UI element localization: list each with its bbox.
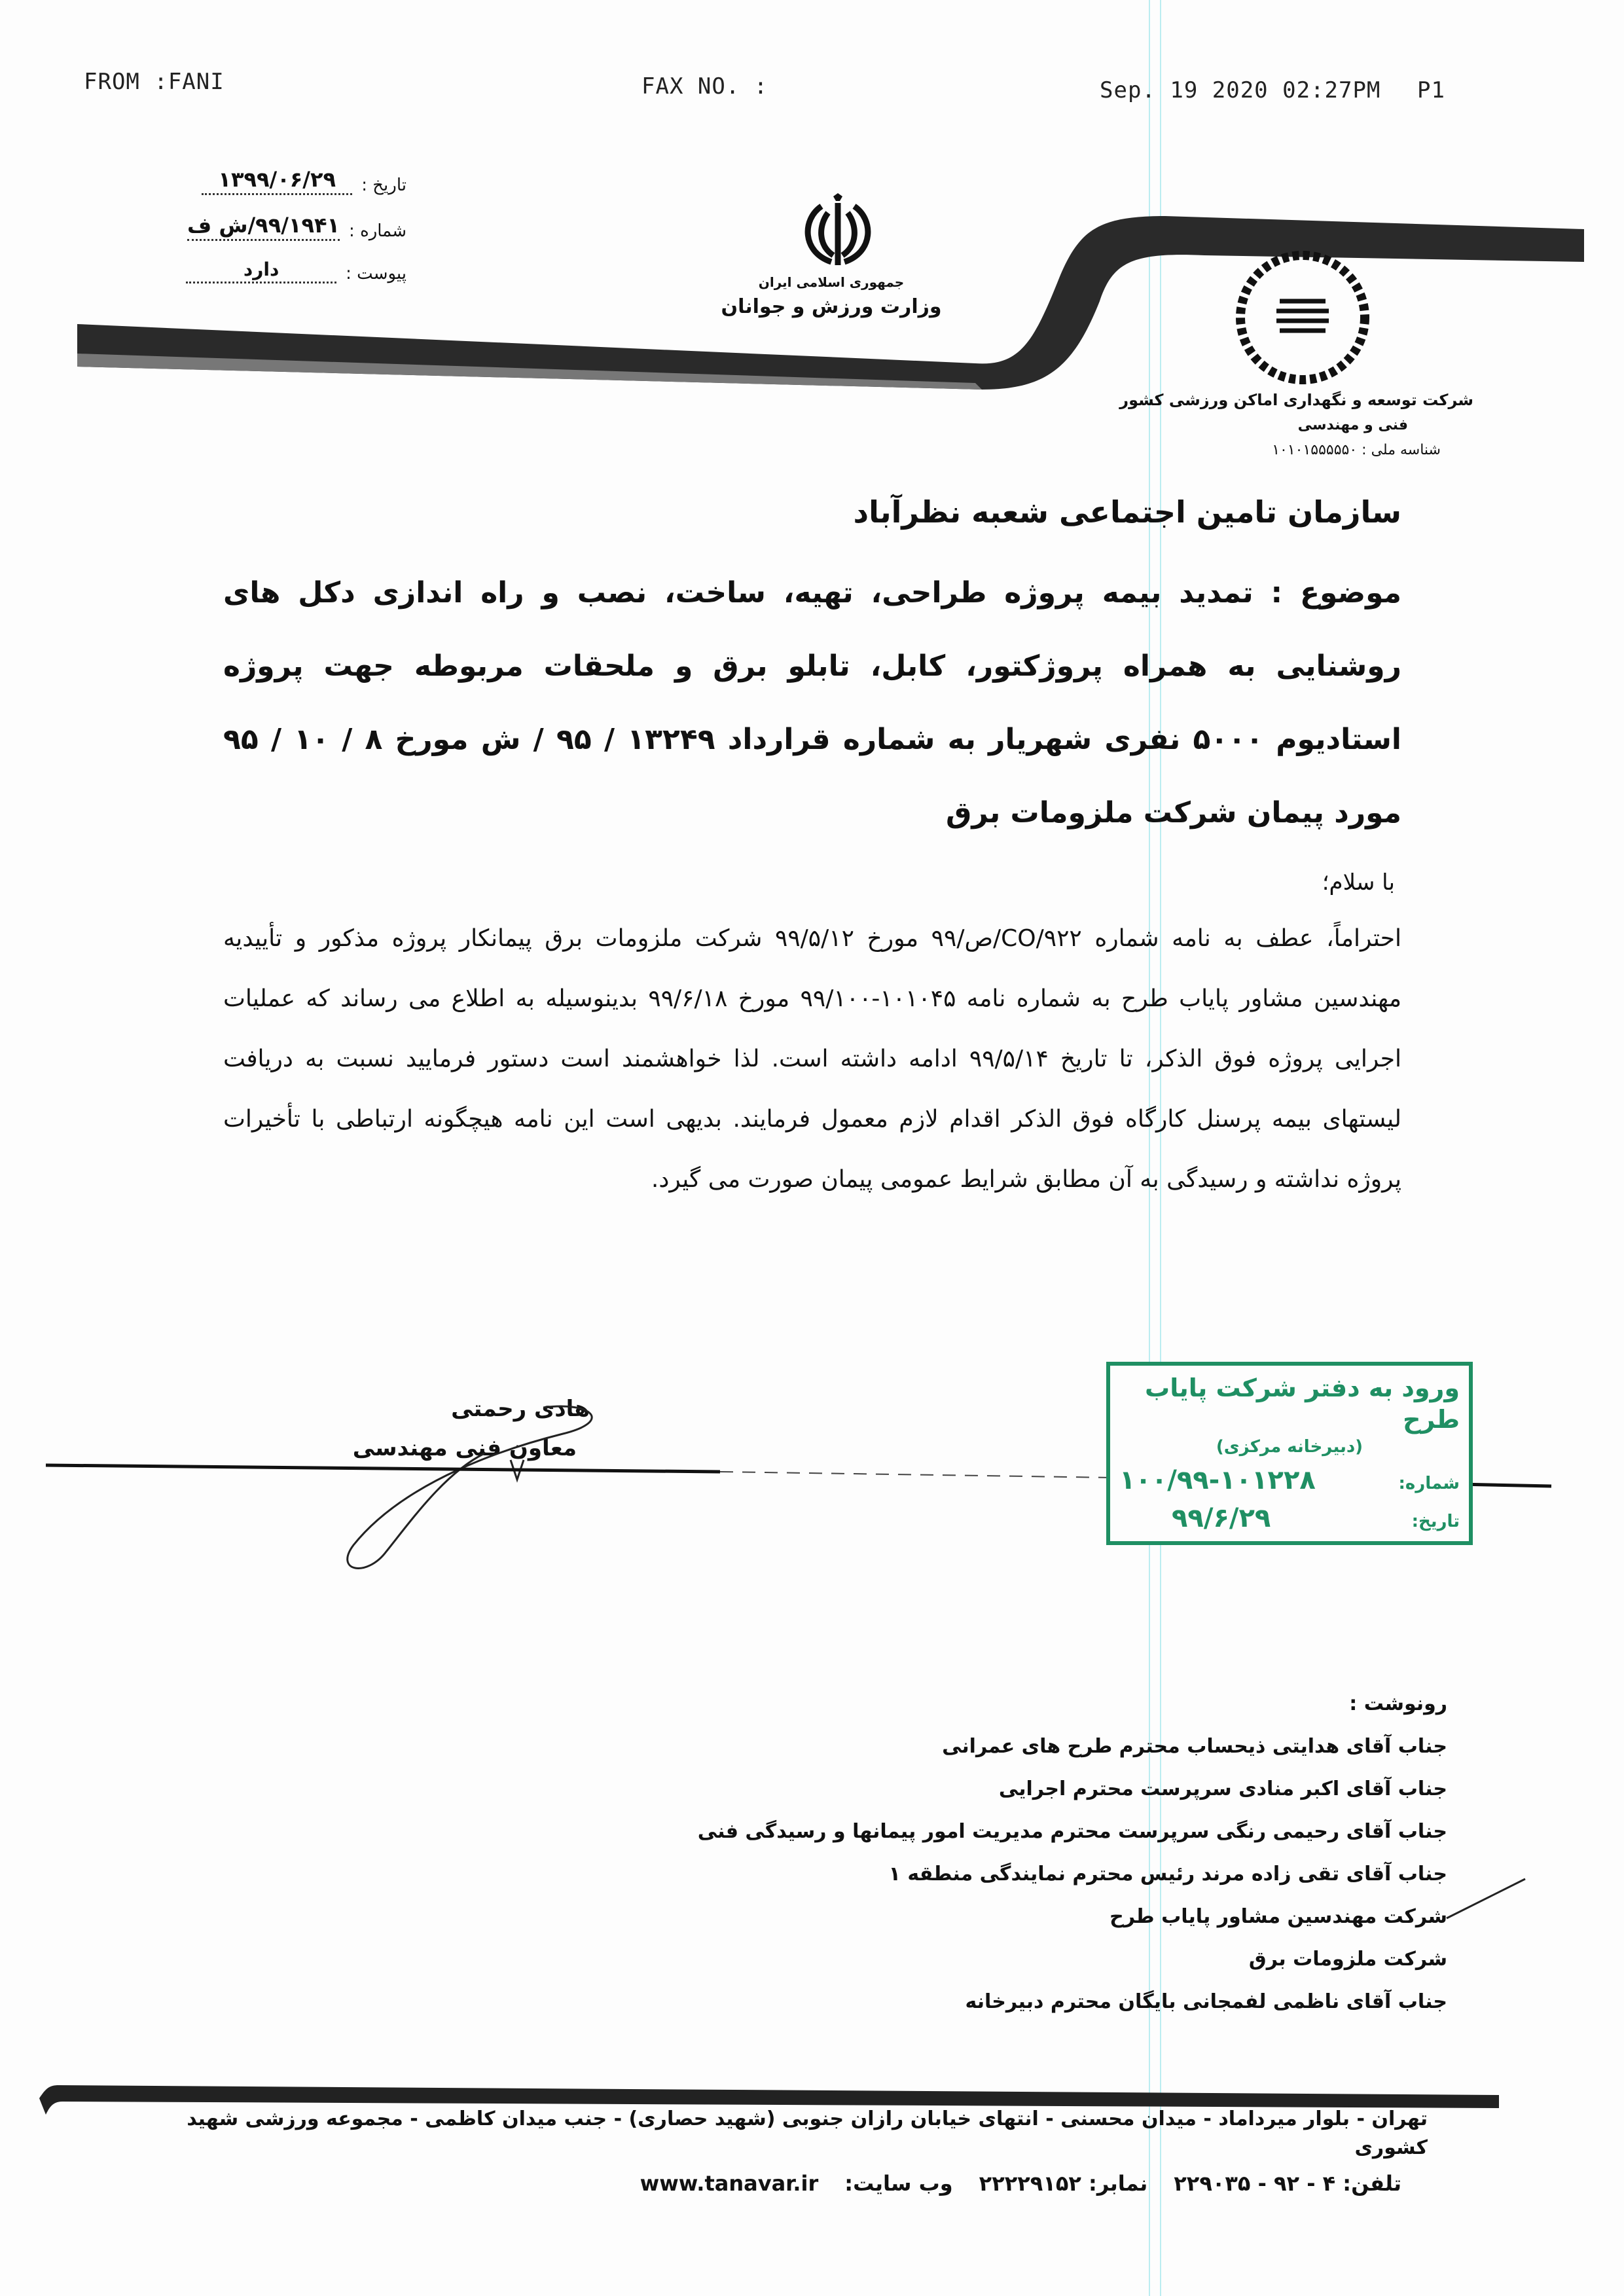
meta-number-value: ۹۹/۱۹۴۱/ش ف — [187, 213, 340, 241]
stamp-title: ورود به دفتر شرکت پایاب طرح — [1145, 1374, 1460, 1434]
footer-website-label: وب سایت: — [844, 2171, 953, 2196]
footer-fax: نمابر: ۲۲۲۲۹۱۵۲ — [979, 2171, 1148, 2196]
emblem-country: جمهوری اسلامی ایران — [758, 274, 905, 290]
recipient: سازمان تامین اجتماعی شعبه نظرآباد — [853, 494, 1401, 530]
cc-item: جناب آقای ناظمی لفمجانی بایگان محترم دبیرخانه — [965, 1990, 1447, 2013]
cc-list — [698, 1683, 1447, 2023]
signatory-name: هادی رحمتی — [451, 1396, 590, 1422]
footer-contact — [118, 2168, 1401, 2199]
handwritten-mark — [1440, 1872, 1532, 1925]
company-logo-icon — [1234, 249, 1371, 386]
meta-attachment-label: پیوست : — [346, 264, 406, 283]
cc-label: رونوشت : — [1349, 1692, 1447, 1715]
emblem-ministry: وزارت ورزش و جوانان — [721, 295, 942, 318]
company-dept: فنی و مهندسی — [1297, 417, 1408, 433]
subject: موضوع : تمدید بیمه پروژه طراحی، تهیه، ساخت، نصب و راه اندازی دکل های روشنایی به همراه پروژکتور، کابل، تابلو برق و ملحقات مربوطه جهت پروژه استادیوم ۵۰۰۰ نفری شهریار به شماره قرارداد ۱۳۲۴۹ / ۹۵ / ش مورخ ۸ / ۱۰ / ۹۵ مورد پیمان شرکت ملزومات برق — [223, 576, 1401, 829]
fax-from: FROM :FANI — [84, 69, 225, 95]
letter-body: احتراماً، عطف به نامه شماره CO/۹۲۲/ص/۹۹ مورخ ۹۹/۵/۱۲ شرکت ملزومات برق پیمانکار پروژه مذکور و تأییدیه مهندسین مشاور پایاب طرح به شماره نامه ۱۰۱۰۴۵-۹۹/۱۰۰ مورخ ۹۹/۶/۱۸ بدینوسیله به اطلاع می رساند که عملیات اجرایی پروژه فوق الذکر، تا تاریخ ۹۹/۵/۱۴ ادامه داشته است. لذا خواهشمند است دستور فرمایید نسبت به دریافت لیستهای بیمه پرسنل کارگاه فوق الذکر اقدام لازم معمول فرمایند. بدیهی است این نامه هیچگونه ارتباطی با تأخیرات پروژه نداشته و رسیدگی به آن مطابق شرایط عمومی پیمان صورت می گیرد. — [223, 925, 1402, 1193]
meta-number-label: شماره : — [349, 221, 406, 241]
received-stamp — [1106, 1362, 1473, 1545]
cc-item: جناب آقای تقی زاده مرند رئیس محترم نمایندگی منطقه ۱ — [888, 1863, 1447, 1886]
cc-item: جناب آقای رحیمی رنگی سرپرست محترم مدیریت امور پیمانها و رسیدگی فنی — [697, 1820, 1447, 1843]
fax-number: FAX NO. : — [641, 73, 768, 100]
stamp-date-value: ۹۹/۶/۲۹ — [1172, 1503, 1271, 1533]
company-name: شرکت توسعه و نگهداری اماکن ورزشی کشور — [1119, 391, 1473, 409]
cc-item: شرکت ملزومات برق — [1248, 1948, 1447, 1971]
meta-date-value: ۱۳۹۹/۰۶/۲۹ — [202, 167, 352, 195]
stamp-number-row — [1119, 1464, 1460, 1497]
stamp-date-label: تاریخ: — [1411, 1512, 1460, 1531]
greeting: با سلام؛ — [1322, 869, 1395, 896]
stamp-subtitle: (دبیرخانه مرکزی) — [1216, 1437, 1363, 1457]
letterhead-banner — [0, 0, 1624, 406]
cc-item: شرکت مهندسین مشاور پایاب طرح — [1110, 1905, 1447, 1928]
meta-attachment-value: دارد — [186, 259, 336, 283]
cc-item: جناب آقای هدایتی ذیحساب محترم طرح های عمرانی — [942, 1735, 1447, 1758]
stamp-number-value: ۱۰۰/۹۹-۱۰۱۲۲۸ — [1119, 1465, 1316, 1495]
meta-date-label: تاریخ : — [361, 175, 406, 195]
footer-phone: تلفن: ۴ - ۹۲ - ۲۲۹۰۳۵ — [1174, 2171, 1401, 2196]
footer-address: تهران - بلوار میرداماد - میدان محسنی - انتهای خیابان رازان جنوبی (شهید حصاری) - جنب میدان کاظمی - مجموعه ورزشی شهید کشوری — [187, 2107, 1428, 2159]
signatory-title: معاون فنی مهندسی — [352, 1435, 577, 1461]
footer — [118, 2105, 1428, 2199]
fax-timestamp: Sep. 19 2020 02:27PM — [1100, 77, 1381, 103]
footer-website[interactable]: www.tanavar.ir — [640, 2171, 819, 2196]
cc-item: جناب آقای اکبر منادی سرپرست محترم اجرایی — [998, 1777, 1447, 1800]
fax-page: P1 — [1417, 77, 1445, 103]
company-national-id: شناسه ملی : ۱۰۱۰۱۵۵۵۵۵۰ — [1272, 442, 1441, 458]
stamp-date-row — [1119, 1502, 1460, 1535]
letter-main — [223, 556, 1401, 1210]
stamp-number-label: شماره: — [1398, 1474, 1460, 1493]
